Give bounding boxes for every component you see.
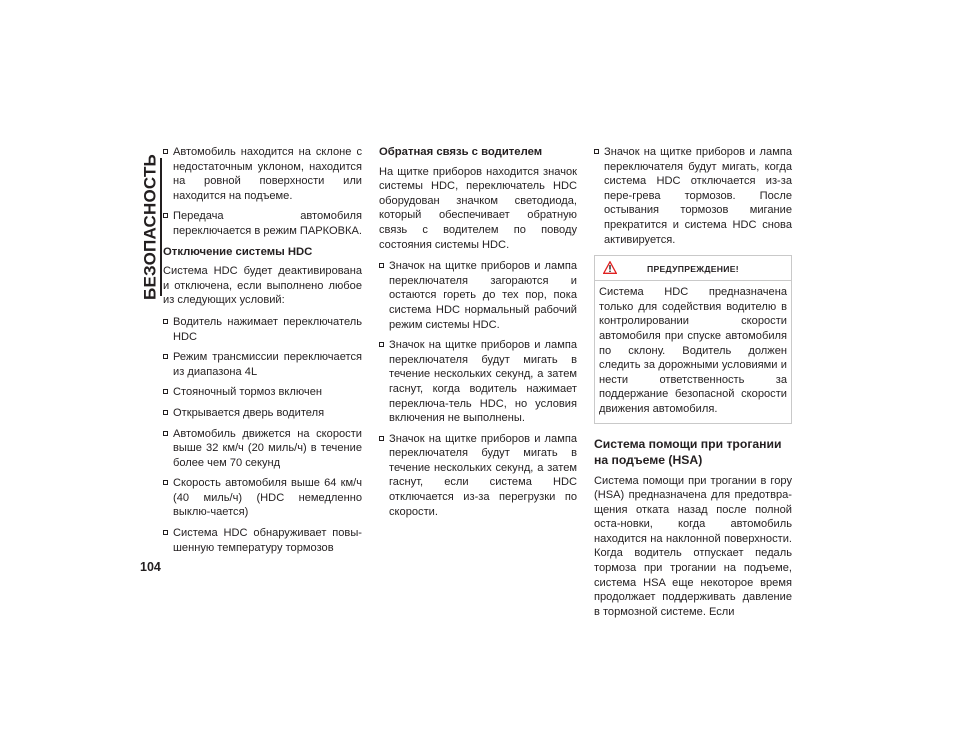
paragraph-driver-feedback: На щитке приборов находится значок системы HDC, переключатель HDC оборудован значком светодиода, который обеспечивает обратную связь с водителем по поводу состояния системы HDC. — [379, 165, 577, 251]
list-item: Значок на щитке приборов и лампа переключателя загораются и остаются гореть до тех пор, пока система HDC нормальный рабочий режим системы HDC. — [379, 259, 577, 332]
column-3 — [594, 145, 792, 626]
column-1 — [163, 145, 362, 561]
list-item: Автомобиль движется на скорости выше 32 км/ч (20 миль/ч) в течение более чем 70 секунд — [163, 427, 362, 471]
list-item: Стояночный тормоз включен — [163, 385, 362, 400]
list-item: Автомобиль находится на склоне с недостаточным уклоном, находится на ровной поверхности или находится на подъеме. — [163, 145, 362, 203]
hdc-conditions-list-continued — [163, 145, 362, 239]
hdc-off-conditions-list — [163, 315, 362, 555]
paragraph-hsa: Система помощи при трогании в гору (HSA) предназначена для предотвра-щения отката назад после полной оста-новки, когда автомобиль находится на наклонной поверхности. Когда водитель отпускает педаль тормоза при трогании на подъеме, система HSA еще некоторое время продолжает поддерживать давление в тормозной системе. Если — [594, 474, 792, 618]
list-item: Передача автомобиля переключается в режим ПАРКОВКА. — [163, 209, 362, 238]
list-item: Значок на щитке приборов и лампа переключателя будут мигать, когда система HDC отключается из-за пере-грева тормозов. После остывания тормозов мигание прекратится и система HDC снова активируется. — [594, 145, 792, 247]
feedback-list — [379, 259, 577, 519]
list-item: Режим трансмиссии переключается из диапазона 4L — [163, 350, 362, 379]
list-item: Водитель нажимает переключатель HDC — [163, 315, 362, 344]
section-heading-hsa: Система помощи при трогании на подъеме (HSA) — [594, 436, 782, 467]
section-side-title — [140, 154, 162, 300]
section-title-text: БЕЗОПАСНОСТЬ — [140, 154, 160, 300]
warning-text: Система HDC предназначена только для содействия водителю в контролировании скорости автомобиля при спуске автомобиля по склону. Водитель должен следить за дорожными условиями и нести ответственность за поддержание безопасной скорости движения автомобиля. — [599, 286, 787, 415]
list-item: Значок на щитке приборов и лампа переключателя будут мигать в течение нескольких секунд, а затем гаснут, если система HDC отключается из-за перегрузки по скорости. — [379, 432, 577, 520]
list-item: Значок на щитке приборов и лампа переключателя будут мигать в течение нескольких секунд, а затем гаснут, когда водитель нажимает переключа-тель HDC, но условия включения не выполнены. — [379, 338, 577, 426]
section-title-rule — [160, 158, 162, 296]
warning-label: ПРЕДУПРЕЖДЕНИЕ! — [647, 264, 739, 275]
list-item: Система HDC обнаруживает повы-шенную температуру тормозов — [163, 526, 362, 555]
list-item: Открывается дверь водителя — [163, 406, 362, 421]
paragraph-hdc-off: Система HDC будет деактивирована и отключена, если выполнено любое из следующих условий: — [163, 265, 362, 307]
section-heading-hdc-off: Отключение системы HDC — [163, 245, 313, 258]
warning-header — [595, 256, 791, 281]
warning-box — [594, 255, 792, 423]
feedback-list-continued — [594, 145, 792, 247]
page-number: 104 — [140, 560, 161, 574]
warning-triangle-icon — [603, 261, 617, 274]
column-2 — [379, 145, 577, 525]
section-heading-driver-feedback: Обратная связь с водителем — [379, 146, 543, 158]
list-item: Скорость автомобиля выше 64 км/ч (40 миль/ч) (HDC немедленно выклю-чается) — [163, 476, 362, 520]
